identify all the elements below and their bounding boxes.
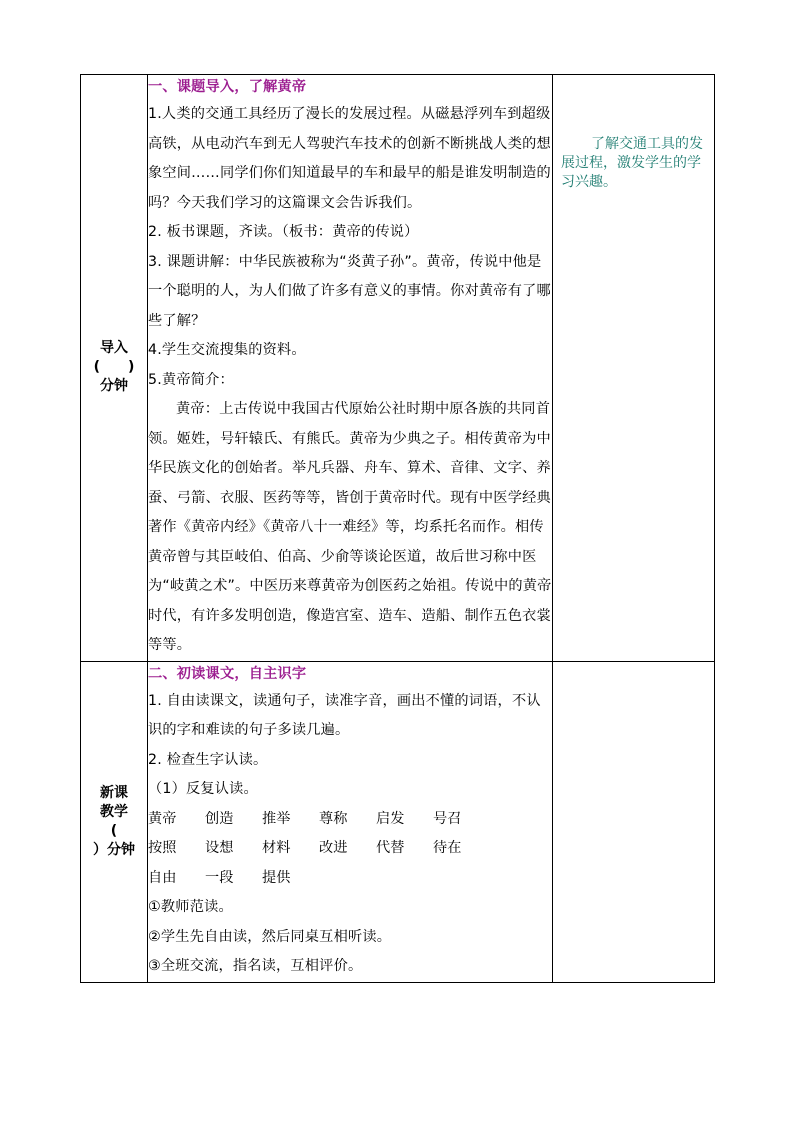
paragraph: （1）反复认读。 <box>148 781 258 797</box>
table-row-new-lesson <box>81 661 715 982</box>
table-row-intro <box>81 75 715 662</box>
word-row <box>148 834 552 864</box>
stage-label-line: 导入 <box>100 340 128 357</box>
vocab-word: 创造 <box>205 810 234 827</box>
step-item: ②学生先自由读，然后同桌互相听读。 <box>148 928 392 945</box>
paragraph: 1. 自由读课文，读通句子，读准字音，画出不懂的词语，不认识的字和难读的句子多读几遍。 <box>148 692 541 738</box>
section-heading: 一、课题导入，了解黄帝 <box>148 79 307 95</box>
vocab-word: 一段 <box>205 869 234 886</box>
design-note <box>553 662 714 722</box>
design-note: 了解交通工具的发展过程，激发学生的学习兴趣。 <box>561 136 703 190</box>
paragraph: 黄帝：上古传说中我国古代原始公社时期中原各族的共同首领。姬姓，号轩辕氏、有熊氏。黄帝为少典之子。相传黄帝为中华民族文化的创始者。举凡兵器、舟车、算术、音律、文字、养蚕、弓箭、衣服、医药等等，皆创于黄帝时代。现有中医学经典著作《黄帝内经》《黄帝八十一难经》等，均系托名而作。相传黄帝曾与其臣岐伯、伯高、少俞等谈论医道，故后世习称中医为“岐黄之术”。中医历来尊黄帝为创医药之始祖。传说中的黄帝时代，有许多发明创造，像造宫室、造车、造船、制作五色衣裳等等。 <box>148 401 552 653</box>
content-cell-intro <box>148 75 553 662</box>
stage-label-line: 分钟 <box>100 378 128 395</box>
stage-label-line: ( <box>110 822 118 839</box>
vocab-word: 号召 <box>433 810 462 827</box>
vocab-word: 待在 <box>433 840 462 856</box>
stage-label-line: ( ) <box>93 359 135 376</box>
paragraph: 1.人类的交通工具经历了漫长的发展过程。从磁悬浮列车到超级高铁，从电动汽车到无人驾驶汽车技术的创新不断挑战人类的想象空间……同学们你们知道最早的车和最早的船是谁发明制造的吗？今天我们学习的这篇课文会告诉我们。 <box>148 106 551 211</box>
word-row <box>148 864 552 894</box>
word-row <box>148 805 552 835</box>
paragraph: 5.黄帝简介： <box>148 371 234 388</box>
stage-cell-new-lesson <box>81 661 148 982</box>
stage-label-line: ）分钟 <box>93 841 135 858</box>
vocab-word: 自由 <box>148 869 177 886</box>
note-cell-intro <box>553 75 715 662</box>
vocab-word: 改进 <box>319 840 348 856</box>
vocab-word: 材料 <box>262 840 291 856</box>
content-cell-new-lesson <box>148 661 553 982</box>
paragraph: 2. 板书课题，齐读。（板书：黄帝的传说） <box>148 224 419 240</box>
vocab-word: 启发 <box>376 810 405 827</box>
vocab-word: 推举 <box>262 810 291 827</box>
vocab-word: 尊称 <box>319 810 348 827</box>
stage-cell-intro <box>81 75 148 662</box>
step-item: ③全班交流，指名读，互相评价。 <box>148 958 363 974</box>
step-item: ①教师范读。 <box>148 899 233 915</box>
vocab-word: 黄帝 <box>148 810 177 827</box>
vocab-word: 按照 <box>148 840 177 856</box>
stage-label-line: 新课 <box>100 784 128 801</box>
section-heading: 二、初读课文，自主识字 <box>148 665 307 682</box>
paragraph: 3. 课题讲解：中华民族被称为“炎黄子孙”。黄帝，传说中他是一个聪明的人，为人们做了许多有意义的事情。你对黄帝有了哪些了解？ <box>148 253 551 329</box>
vocab-word: 代替 <box>376 840 405 856</box>
note-cell-new-lesson <box>553 661 715 982</box>
paragraph: 2. 检查生字认读。 <box>148 751 268 768</box>
paragraph: 4.学生交流搜集的资料。 <box>148 342 306 358</box>
lesson-plan-table <box>80 74 715 983</box>
stage-label-line: 教学 <box>100 803 128 820</box>
vocab-word: 设想 <box>205 840 234 856</box>
vocab-word: 提供 <box>262 869 291 886</box>
